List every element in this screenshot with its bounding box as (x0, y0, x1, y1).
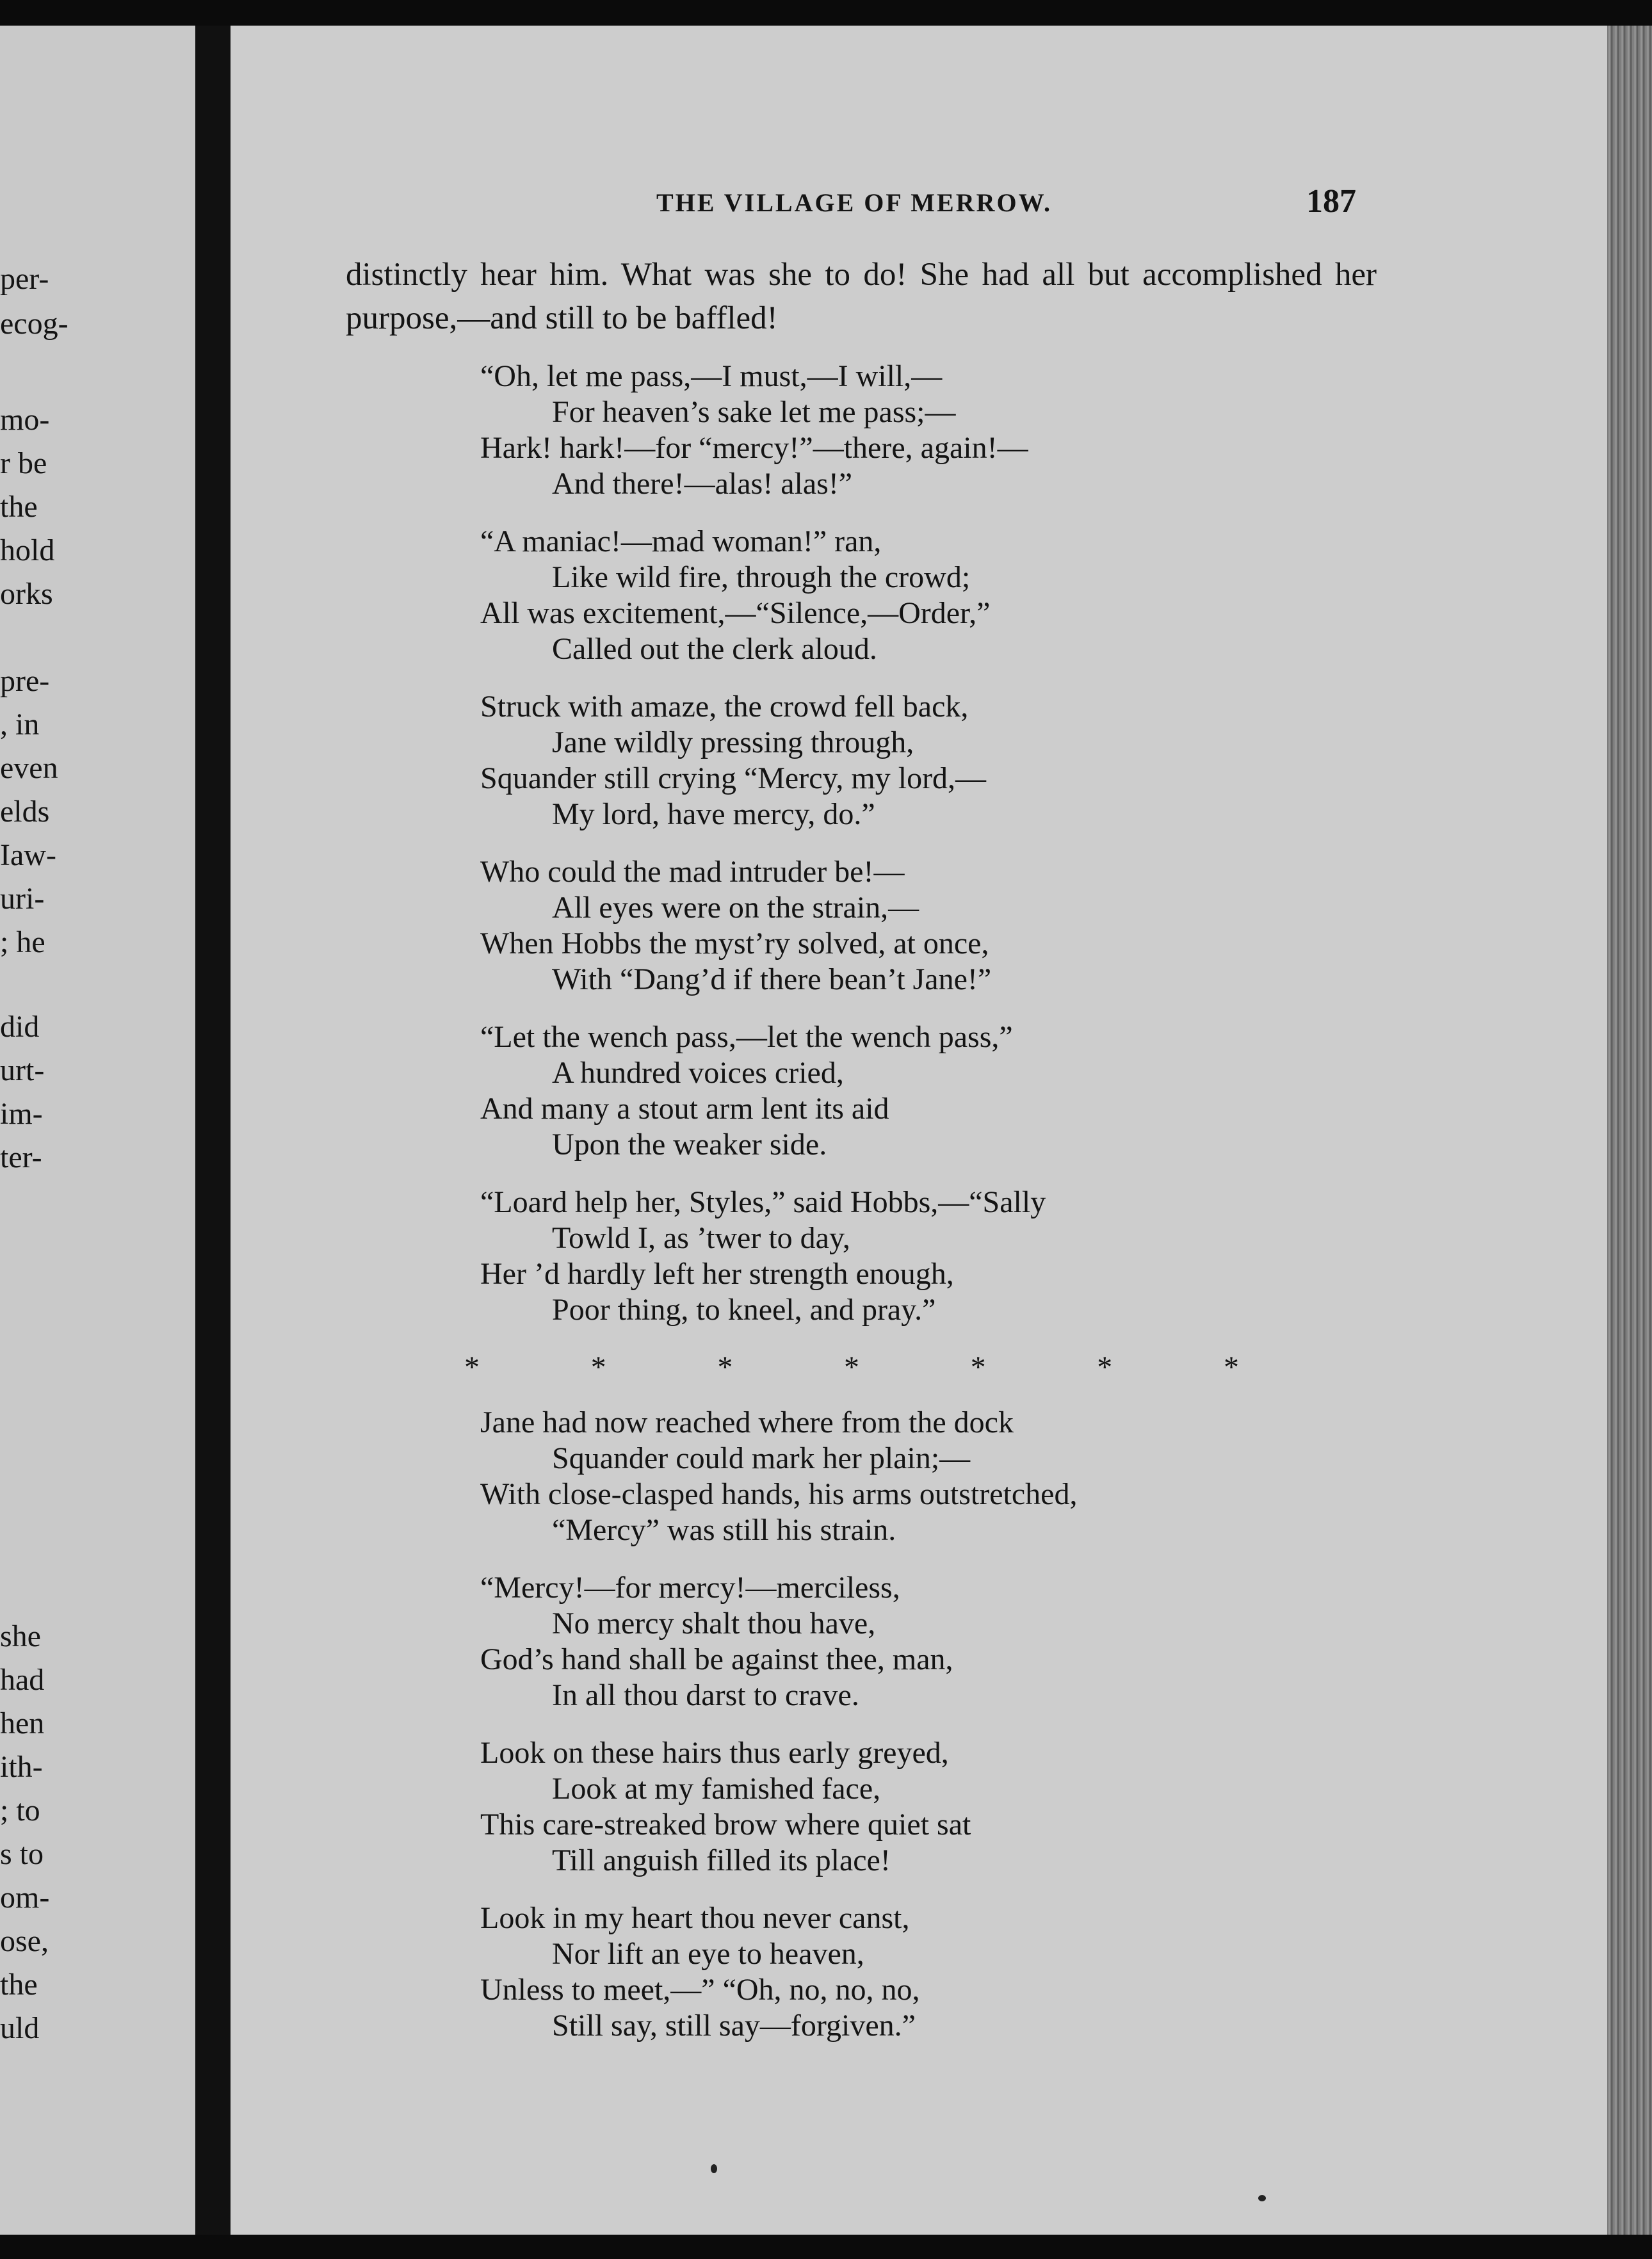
stanza (480, 1900, 1281, 2044)
left-fragment: the (0, 490, 38, 524)
left-fragment: , in (0, 708, 40, 741)
left-fragment: per- (0, 262, 49, 296)
verse-line: Jane wildly pressing through, (552, 725, 914, 759)
verse-line: Called out the clerk aloud. (552, 632, 877, 666)
verse-line: Struck with amaze, the crowd fell back, (480, 690, 969, 724)
verse-line: Look on these hairs thus early greyed, (480, 1736, 949, 1770)
stanza (480, 524, 1281, 667)
left-fragment: im- (0, 1097, 43, 1131)
verse-line: Squander could mark her plain;— (552, 1441, 971, 1475)
ink-speck (711, 2164, 717, 2173)
verse-line: Squander still crying “Mercy, my lord,— (480, 761, 987, 795)
verse-line: All eyes were on the strain,— (552, 891, 919, 925)
left-fragment: urt- (0, 1053, 45, 1087)
asterisk: * (590, 1350, 606, 1384)
asterisk: * (1223, 1350, 1239, 1384)
verse-line: Still say, still say—forgiven.” (552, 2009, 916, 2043)
left-fragment: ose, (0, 1924, 49, 1958)
asterisk: * (843, 1350, 859, 1384)
verse-line: Nor lift an eye to heaven, (552, 1937, 864, 1971)
verse-line: “Let the wench pass,—let the wench pass,” (480, 1020, 1013, 1054)
left-fragment: she (0, 1619, 41, 1653)
left-fragment: ter- (0, 1140, 42, 1174)
verse-line: God’s hand shall be against thee, man, (480, 1642, 953, 1676)
left-fragment: orks (0, 577, 53, 611)
verse-line: “Mercy” was still his strain. (552, 1513, 896, 1547)
verse-line: Towld I, as ’twer to day, (552, 1221, 850, 1255)
left-fragment: elds (0, 795, 50, 829)
stanza (480, 1185, 1281, 1328)
facing-page-fragment (0, 26, 195, 2235)
verse-line: For heaven’s sake let me pass;— (552, 395, 956, 429)
verse-line: Jane had now reached where from the dock (480, 1405, 1014, 1439)
verse-line: Poor thing, to kneel, and pray.” (552, 1293, 936, 1327)
verse-line: Her ’d hardly left her strength enough, (480, 1257, 954, 1291)
verse-line: With close-clasped hands, his arms outstretched, (480, 1477, 1078, 1511)
verse-line: Till anguish filled its place! (552, 1843, 891, 1877)
verse-line: With “Dang’d if there bean’t Jane!” (552, 962, 992, 996)
left-fragment: ; he (0, 925, 45, 959)
left-fragment: om- (0, 1881, 50, 1915)
verse-line: And many a stout arm lent its aid (480, 1092, 889, 1126)
stanza (480, 1570, 1281, 1713)
verse-line: A hundred voices cried, (552, 1056, 844, 1090)
left-fragment: Iaw- (0, 838, 56, 872)
left-fragment: uri- (0, 882, 45, 916)
verse-line: When Hobbs the myst’ry solved, at once, (480, 927, 989, 960)
verse-line: Like wild fire, through the crowd; (552, 560, 971, 594)
left-fragment: hold (0, 533, 55, 567)
verse-line: “Oh, let me pass,—I must,—I will,— (480, 359, 943, 393)
page-number: 187 (1306, 183, 1356, 220)
running-header: THE VILLAGE OF MERROW. (656, 188, 1052, 217)
ink-speck (1258, 2195, 1266, 2201)
prose-paragraph: distinctly hear him. What was she to do! She had all but accomplished her purpose,—and still to be baffled! (346, 257, 1377, 336)
verse-line: “Mercy!—for mercy!—merciless, (480, 1571, 900, 1605)
stanza (480, 1735, 1281, 1879)
asterisk: * (1097, 1350, 1113, 1384)
poem (464, 359, 1281, 2066)
verse-line: Upon the weaker side. (552, 1128, 827, 1162)
left-fragment: pre- (0, 664, 50, 698)
stanza (480, 854, 1281, 998)
left-fragment: had (0, 1663, 45, 1697)
left-fragment: ecog- (0, 307, 69, 341)
section-separator (464, 1350, 1239, 1386)
verse-line: Who could the mad intruder be!— (480, 855, 905, 889)
verse-line: Look in my heart thou never canst, (480, 1901, 910, 1935)
verse-line: No mercy shalt thou have, (552, 1607, 876, 1640)
asterisk: * (717, 1350, 733, 1384)
stanza (480, 1405, 1281, 1548)
left-fragment: did (0, 1010, 40, 1044)
left-fragment: the (0, 1968, 38, 2002)
verse-line: Look at my famished face, (552, 1772, 881, 1806)
verse-line: And there!—alas! alas!” (552, 467, 853, 501)
verse-line: “Loard help her, Styles,” said Hobbs,—“Sally (480, 1185, 1046, 1219)
asterisk: * (970, 1350, 986, 1384)
stanza (480, 359, 1281, 502)
page-edges (1607, 26, 1652, 2235)
verse-line: Hark! hark!—for “mercy!”—there, again!— (480, 431, 1028, 465)
left-fragment: ; to (0, 1793, 40, 1827)
book-gutter (195, 26, 231, 2235)
verse-line: Unless to meet,—” “Oh, no, no, no, (480, 1973, 920, 2007)
verse-line: My lord, have mercy, do.” (552, 797, 875, 831)
verse-line: “A maniac!—mad woman!” ran, (480, 524, 882, 558)
left-fragment: r be (0, 446, 47, 480)
asterisk: * (464, 1350, 480, 1384)
verse-line: All was excitement,—“Silence,—Order,” (480, 596, 991, 630)
left-fragment: s to (0, 1837, 44, 1871)
left-fragment: even (0, 751, 58, 785)
left-fragment: uld (0, 2011, 40, 2045)
left-fragment: ith- (0, 1750, 43, 1784)
left-fragment: hen (0, 1706, 45, 1740)
verse-line: In all thou darst to crave. (552, 1678, 859, 1712)
verse-line: This care-streaked brow where quiet sat (480, 1808, 971, 1842)
stanza (480, 1019, 1281, 1163)
stanza (480, 689, 1281, 832)
left-fragment: mo- (0, 403, 50, 437)
